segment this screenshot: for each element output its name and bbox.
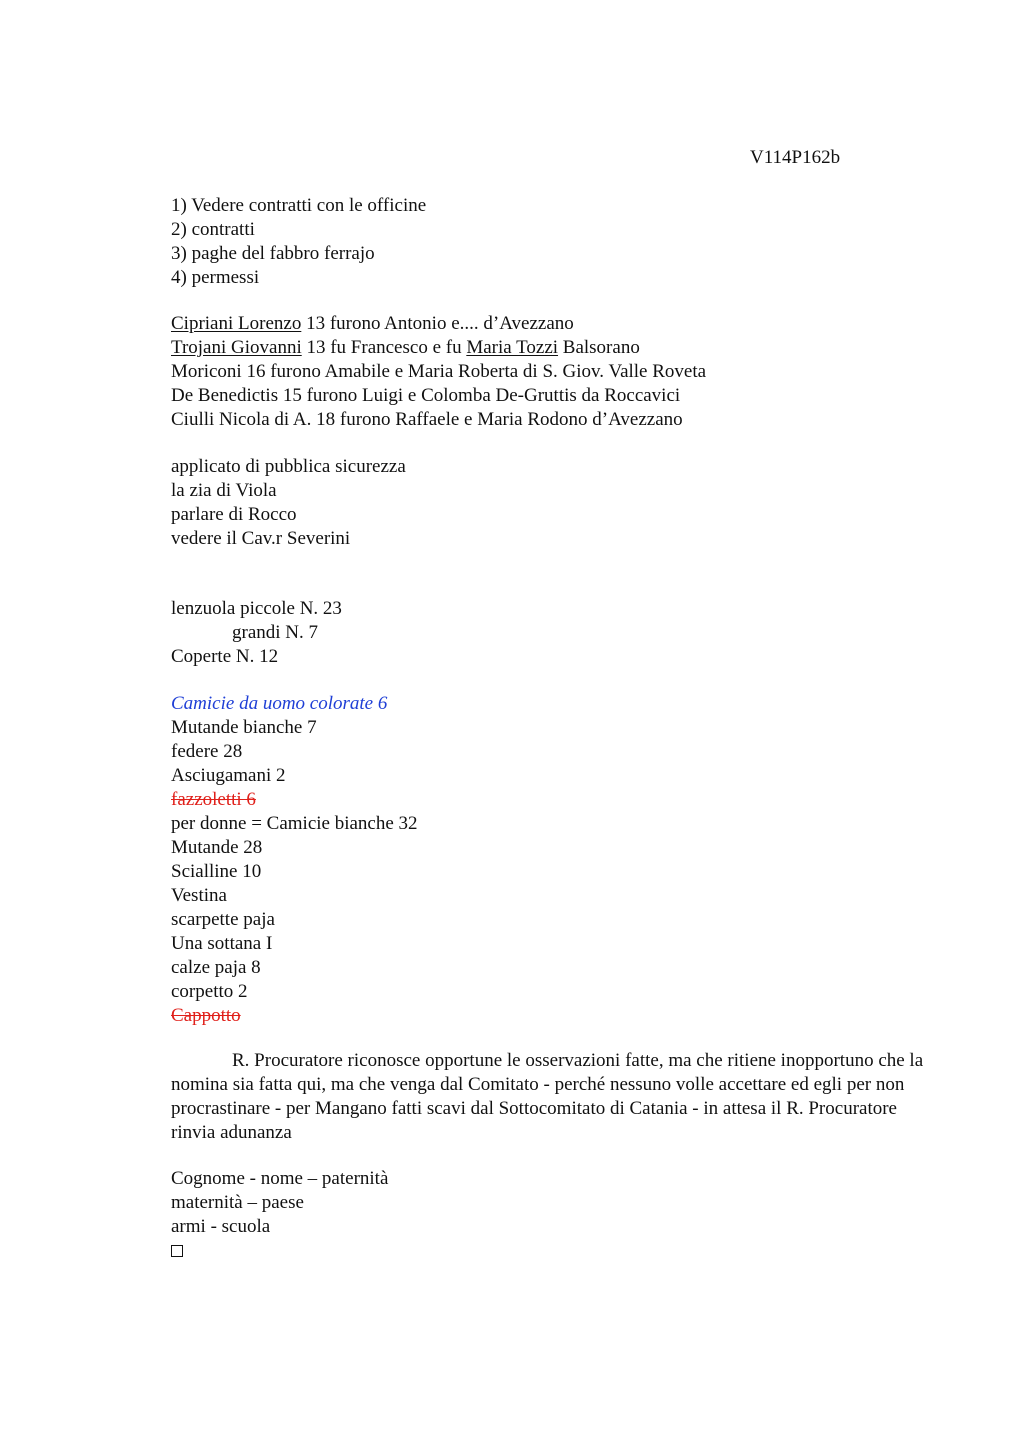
clothing-list xyxy=(171,692,941,1028)
clothing-item-struck xyxy=(171,788,941,812)
todo-item: 2) contratti xyxy=(171,219,255,240)
linen-item: Coperte N. 12 xyxy=(171,646,279,667)
person-details: Balsorano xyxy=(558,337,640,358)
clothing-item: per donne = Camicie bianche 32 xyxy=(171,813,418,834)
person-entry xyxy=(171,312,941,336)
note-item: parlare di Rocco xyxy=(171,504,297,525)
struck-text: Cappotto xyxy=(171,1005,241,1026)
clothing-item: Mutande bianche 7 xyxy=(171,717,317,738)
person-entry xyxy=(171,336,941,360)
procurator-paragraph: R. Procuratore riconosce opportune le osservazioni fatte, ma che ritiene inopportuno che la nomina sia fatta qui, ma che venga dal Comitato - perché nessuno volle accettare ed egli per non procrastinare - per Mangano fatti scavi dal Sottocomitato di Catania - in attesa il R. Procuratore rinvia adunanza xyxy=(171,1050,924,1143)
note-item: applicato di pubblica sicurezza xyxy=(171,456,406,477)
field-label: maternità – paese xyxy=(171,1192,304,1213)
persons-list xyxy=(171,312,941,432)
clothing-item: Una sottana I xyxy=(171,933,273,954)
clothing-item: calze paja 8 xyxy=(171,957,261,978)
clothing-item: Mutande 28 xyxy=(171,837,263,858)
struck-text: fazzoletti 6 xyxy=(171,789,256,810)
todo-item: 4) permessi xyxy=(171,267,260,288)
note-item: la zia di Viola xyxy=(171,480,277,501)
clothing-item-struck xyxy=(171,1004,941,1028)
clothing-item: Asciugamani 2 xyxy=(171,765,286,786)
clothing-item: federe 28 xyxy=(171,741,243,762)
person-entry: Ciulli Nicola di A. 18 furono Raffaele e Maria Rodono d’Avezzano xyxy=(171,409,683,430)
field-label: Cognome - nome – paternità xyxy=(171,1168,389,1189)
checkbox-square-icon xyxy=(171,1245,183,1257)
checkbox-line xyxy=(171,1239,941,1264)
linen-item: lenzuola piccole N. 23 xyxy=(171,598,342,619)
note-item: vedere il Cav.r Severini xyxy=(171,528,351,549)
person-entry: Moriconi 16 furono Amabile e Maria Roberta di S. Giov. Valle Roveta xyxy=(171,361,707,382)
linen-item: grandi N. 7 xyxy=(232,622,319,643)
clothing-item: Vestina xyxy=(171,885,227,906)
clothing-item: Scialline 10 xyxy=(171,861,262,882)
clothing-item: scarpette paja xyxy=(171,909,275,930)
clothing-item: corpetto 2 xyxy=(171,981,248,1002)
notes-list xyxy=(171,455,941,551)
todo-item: 3) paghe del fabbro ferrajo xyxy=(171,243,375,264)
person-name: Cipriani Lorenzo xyxy=(171,313,302,334)
person-name: Maria Tozzi xyxy=(466,337,559,358)
fields-list xyxy=(171,1167,941,1264)
person-details: 13 fu Francesco e fu xyxy=(301,337,467,358)
todo-item: 1) Vedere contratti con le officine xyxy=(171,195,427,216)
document-reference: V114P162b xyxy=(750,147,841,168)
person-name: Trojani Giovanni xyxy=(171,337,302,358)
person-details: 13 furono Antonio e.... d’Avezzano xyxy=(301,313,574,334)
person-entry: De Benedictis 15 furono Luigi e Colomba De-Gruttis da Roccavici xyxy=(171,385,681,406)
field-label: armi - scuola xyxy=(171,1216,271,1237)
linens-list xyxy=(171,597,941,669)
clothing-item-highlighted: Camicie da uomo colorate 6 xyxy=(171,693,388,714)
todo-list xyxy=(171,194,941,290)
